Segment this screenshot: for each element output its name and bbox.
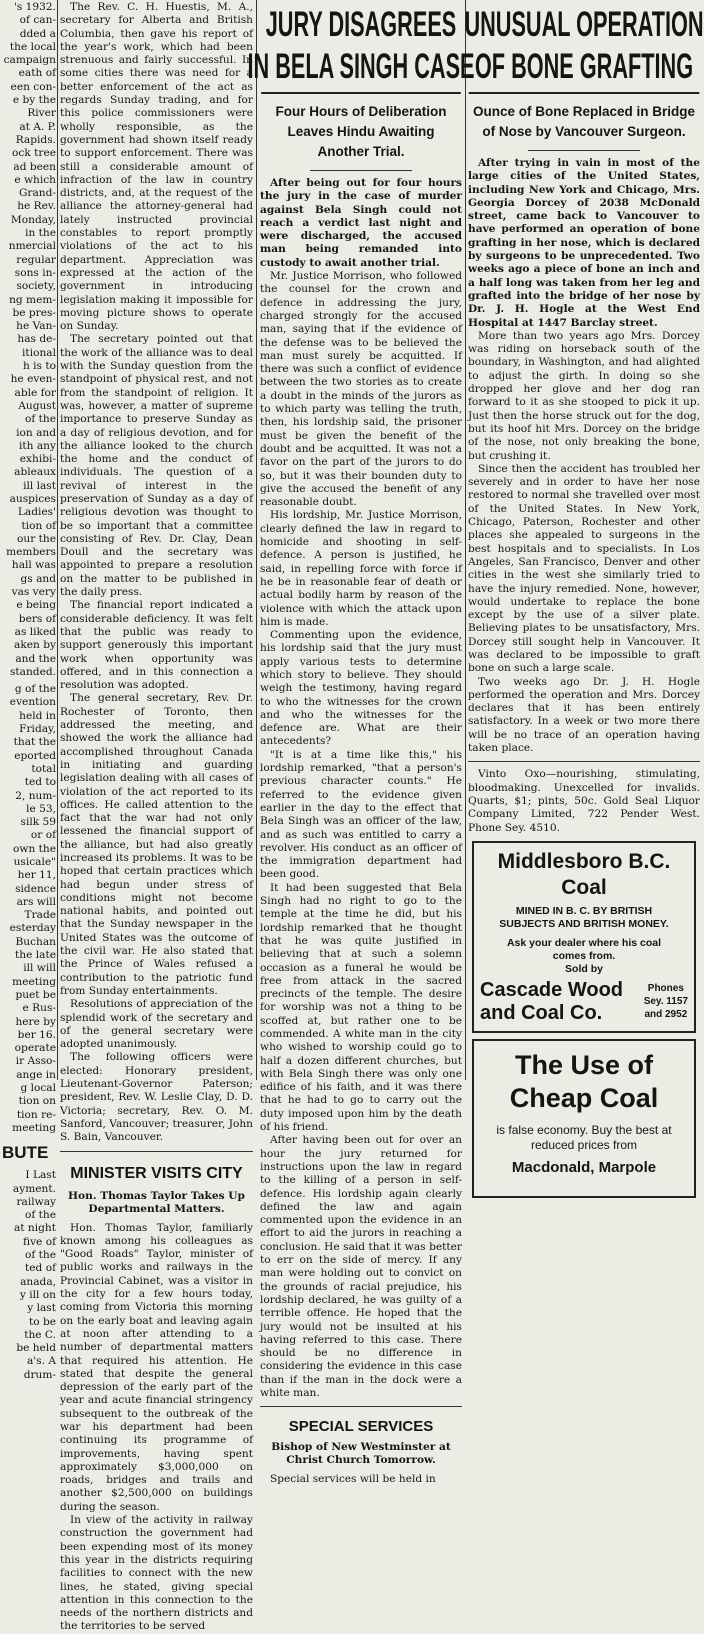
fragment-line: ad been xyxy=(13,160,56,173)
fragment-line: of the xyxy=(24,1249,56,1262)
fragment-line: h is to xyxy=(22,360,56,373)
fragment-line: esterday xyxy=(9,922,56,935)
divider xyxy=(60,1151,253,1152)
fragment-line: itional xyxy=(22,346,56,359)
fragment-line: g of the xyxy=(14,683,56,696)
vinto-ad-text: Vinto Oxo—nourishing, stimulating, bloodmaking. Unexcelled for invalids. Quarts, $1; pints, 50c. Gold Seal Liquor Company Limited, 722 Pender West. Phone Sey. 4510. xyxy=(468,768,700,834)
paragraph: The financial report indicated a considerable deficiency. It was felt that the public was ready to support generously this important work when opportunity was offered, and in this connection a resolution was adopted. xyxy=(60,599,253,692)
lede-paragraph: After trying in vain in most of the large cities of the United States, including New York and Chicago, Mrs. Georgia Dorcey of 2038 McDonald street, came back to Vancouver to have performed an operation of bone grafting in her nose, which is declared by surgeons to be unprecedented. Two weeks ago a piece of bone an inch and a half long was taken from her leg and grafted into the bridge of her nose by Dr. J. H. Hogle at the West End Hospital at 1447 Barclay street. xyxy=(468,157,700,329)
fragment-line: a's. A xyxy=(26,1355,56,1368)
fragment-line: Monday, xyxy=(10,213,56,226)
fragment-line: vas very xyxy=(11,586,56,599)
fragment-line: ableaux xyxy=(14,466,56,479)
paragraph: Mr. Justice Morrison, who followed the counsel for the crown and defence in addressing the jury, charged strongly for the accused man, saying that if the evidence of the defense was to be believed the man must surely be acquitted. If there was such a conflict of evidence between the two stories as to create a doubt in the minds of the jurors as to which party was telling the truth, then, his lordship said, the prisoner must be given the benefit of the doubt and be acquitted. It was not a favor on the part of the jurors to do so, but it was their bounden duty to give the accused the benefit of any reasonable doubt. xyxy=(260,270,462,509)
column-jury xyxy=(247,0,475,1486)
bone-subhead: Ounce of Bone Replaced in Bridge of Nose by Vancouver Surgeon. xyxy=(472,104,696,139)
column-rule xyxy=(57,0,58,1080)
fragment-line: ted of xyxy=(25,1262,56,1275)
paragraph: His lordship, Mr. Justice Morrison, clearly defined the law in regard to homicide and shooting in self-defence. A person is justified, he said, in repelling force with force if he be in reasonable fear of death or actual bodily harm by reason of the violence with which the attack upon him is made. xyxy=(260,509,462,628)
paragraph: The following officers were elected: Honorary president, Lieutenant-Governor Paterson; president, Rev. W. Leslie Clay, D. D. Victoria; secretary, Rev. O. M. Sanford, Vancouver; treasurer, John S. Bain, Vancouver. xyxy=(60,1051,253,1144)
fragment-line: here by xyxy=(15,1015,56,1028)
fragment-line: or of xyxy=(30,829,56,842)
fragment-line: that the xyxy=(13,736,56,749)
ad-phone: Sey. 1157 xyxy=(643,996,688,1008)
fragment-line: ted to xyxy=(24,776,56,789)
fragment-line: standed. xyxy=(9,665,56,678)
bone-article xyxy=(468,330,700,756)
banner-line: JURY DISAGREES xyxy=(265,5,457,44)
fragment-line: ber 16. xyxy=(17,1028,56,1041)
fragment-line: ock tree xyxy=(12,147,56,160)
fragment-line: e by the xyxy=(12,94,56,107)
fragment-line: aken by xyxy=(14,639,56,652)
fragment-headline-bute: BUTE xyxy=(2,1143,49,1163)
special-text: Special services will be held in xyxy=(270,1473,436,1486)
fragment-line: bers of xyxy=(18,612,56,625)
cheap-coal-ad xyxy=(472,1039,696,1198)
fragment-line: gs and xyxy=(20,572,56,585)
ad-phones-label: Phones xyxy=(647,983,684,995)
column-bone-grafting xyxy=(464,0,704,1176)
jury-banner-headline xyxy=(247,0,475,94)
fragment-line: e which xyxy=(14,173,56,186)
fragment-line: at A. P. xyxy=(19,120,56,133)
fragment-line: the local xyxy=(9,40,56,53)
lede-paragraph: After being out for four hours the jury in the case of murder against Bela Singh could not reach a verdict last night and were discharged, the accused man being remanded into custody to await another trial. xyxy=(260,177,462,269)
fragment-line: ill last xyxy=(23,479,56,492)
bone-banner-headline xyxy=(464,0,704,94)
divider xyxy=(310,170,412,171)
fragment-line: Grand- xyxy=(18,187,56,200)
fragment-line: the C. xyxy=(24,1328,56,1341)
ad-sold-by: Sold by xyxy=(565,962,603,975)
fragment-line: regular xyxy=(16,253,56,266)
fragment-line: he Rev. xyxy=(17,200,56,213)
fragment-line: le 53, xyxy=(26,802,56,815)
fragment-line: of the xyxy=(24,1209,56,1222)
fragment-line: our the xyxy=(17,532,56,545)
fragment-line: ith any xyxy=(19,439,56,452)
fragment-line: and the xyxy=(15,652,56,665)
minister-headline: MINISTER VISITS CITY xyxy=(70,1164,243,1182)
fragment-line: hall was xyxy=(11,559,56,572)
fragment-line: dded a xyxy=(19,27,56,40)
fragment-line: has de- xyxy=(17,333,56,346)
fragment-line: Rapids. xyxy=(15,133,56,146)
fragment-line: tion on xyxy=(18,1095,56,1108)
paragraph: It had been suggested that Bela Singh had no right to go to the temple at the time he did, but his lordship remarked that he thought that he was quite justified in believing that at such a solemn occasion as a funeral he would be free from attack in the sacred precincts of the temple. The desire for worship was not a thing to be scoffed at, but rather one to be commended. A white man in the city who wished to worship could go to half a dozen different churches, but with Bela Singh there was only one edifice of his faith, and it was there that he had to go to carry out the duty imposed upon him by the death of his friend. xyxy=(260,881,462,1134)
fragment-line: ir Asso- xyxy=(15,1055,56,1068)
fragment-line: held in xyxy=(19,709,56,722)
fragment-line: August xyxy=(18,399,56,412)
paragraph: More than two years ago Mrs. Dorcey was riding on horseback south of the boundary, in Washington, and had alighted to adjust the girth. In doing so she dropped her glove and her dog ran forward to it as she stooped to pick it up. Just then the horse struck out for the dog, but its hoof hit Mrs. Dorcey on the bridge of the nose, not only breaking the bone, but crushing it. xyxy=(468,329,700,462)
fragment-lines xyxy=(0,683,56,1135)
divider xyxy=(468,761,700,762)
fragment-line: anada, xyxy=(20,1275,56,1288)
fragment-line: of can- xyxy=(19,14,56,27)
column-left-fragment xyxy=(0,0,56,1381)
fragment-line: tion re- xyxy=(16,1108,56,1121)
fragment-line: ayment. xyxy=(12,1182,56,1195)
fragment-line: ars will xyxy=(16,895,56,908)
fragment-line: meeting xyxy=(12,975,56,988)
fragment-line: exhibi- xyxy=(19,453,56,466)
ad-line: MINED IN B. C. BY BRITISH SUBJECTS AND BRITISH MONEY. xyxy=(499,904,669,930)
fragment-line: 's 1932. xyxy=(13,1,56,13)
ad-line: Ask your dealer where his coal comes from. xyxy=(506,936,662,962)
fragment-line: ill will xyxy=(23,962,56,975)
middlesboro-coal-ad xyxy=(472,841,696,1033)
fragment-line: her 11, xyxy=(17,869,56,882)
fragment-line: he Van- xyxy=(16,320,56,333)
ad-company: Macdonald, Marpole xyxy=(511,1158,657,1176)
fragment-line: meeting xyxy=(12,1121,56,1134)
fragment-line: usicale" xyxy=(13,856,56,868)
fragment-lines xyxy=(0,1169,56,1382)
fragment-line: auspices xyxy=(9,492,56,505)
paragraph: The Rev. C. H. Huestis, M. A., secretary for Alberta and British Columbia, then gave his report of the year's work, which had been strenuous and fairly successful. In some cities there was need for a better enforcement of the act as regards Sunday trading, and for this police commissioners were wholly responsible, as the government had shown itself ready to support enforcement. There was still a considerable amount of infraction of the law in country districts, and, at the request of the alliance the attorney-general had lately instructed provincial constables to report promptly violations of the act to his department. Appreciation was expressed at the action of the government in introducing legislation making it impossible for moving picture shows to operate on Sunday. xyxy=(60,1,253,333)
fragment-line: of the xyxy=(24,413,56,426)
bone-lede xyxy=(468,157,700,330)
ad-company: Cascade Wood and Coal Co. xyxy=(480,978,623,1024)
ad-title: The Use of Cheap Coal xyxy=(509,1049,659,1113)
fragment-line: eported xyxy=(14,749,56,762)
fragment-line: eath of xyxy=(18,67,56,80)
fragment-line: g local xyxy=(20,1082,56,1095)
fragment-line: e being xyxy=(16,599,56,612)
paragraph: Resolutions of appreciation of the splendid work of the secretary and of the general secretary were adopted unanimously. xyxy=(60,998,253,1051)
paragraph: In view of the activity in railway construction the government had been expending most of its money this year in the districts requiring facilities to connect with the new lines, he stated, giving special attention in this connection to the needs of the northern districts and the territories to be served xyxy=(60,1514,253,1633)
fragment-line: railway xyxy=(16,1195,56,1208)
fragment-line: puet be xyxy=(15,988,56,1001)
fragment-line: in the xyxy=(25,227,56,240)
fragment-line: e Rus- xyxy=(22,1002,56,1015)
fragment-line: y last xyxy=(27,1302,56,1315)
column-rule xyxy=(465,0,466,1080)
paragraph: After having been out for over an hour the jury returned for instructions upon the law in regard to the killing of a person in self-defence. His lordship again clearly defined the law and again commented upon the evidence in an effort to aid the jurors in reaching a conclusion. He said that it was better to err on the side of mercy. If any man were holding out to convict on the grounds of racial prejudice, his lordship declared, he was guilty of a terrible offence. He hoped that the jury would not be insulted at his having referred to this case. There should be no difference in considering the evidence in this case than if the man in the dock were a white man. xyxy=(260,1134,462,1400)
fragment-line: society, xyxy=(16,280,56,293)
divider xyxy=(260,1406,462,1407)
minister-subhead: Hon. Thomas Taylor Takes Up Departmental Matters. xyxy=(68,1189,245,1215)
fragment-line: at night xyxy=(13,1222,56,1235)
jury-subhead: Four Hours of Deliberation Leaves Hindu Awaiting Another Trial. xyxy=(275,104,447,159)
fragment-line: nmercial xyxy=(8,240,56,253)
fragment-line: campaign xyxy=(3,54,56,67)
paragraph: Two weeks ago Dr. J. H. Hogle performed the operation and Mrs. Dorcey declares that it has been entirely satisfactory. In a week or two more there will be no trace of an operation having taken place. xyxy=(468,675,700,755)
fragment-line: ion and xyxy=(16,426,56,439)
fragment-line: Trade xyxy=(24,909,56,922)
fragment-line: sidence xyxy=(15,882,56,895)
fragment-line: be pres- xyxy=(12,306,56,319)
fragment-line: to be xyxy=(28,1315,56,1328)
column-alliance-minister xyxy=(60,0,253,1633)
fragment-line: operate xyxy=(14,1042,56,1055)
alliance-article xyxy=(60,0,253,1145)
paragraph: Commenting upon the evidence, his lordship said that the jury must apply various tests to determine which story to believe. They should weigh the testimony, having regard to who the witnesses for the crown and who the witnesses for the defence are. What are their antecedents? xyxy=(260,629,462,748)
special-headline: SPECIAL SERVICES xyxy=(288,1418,434,1436)
banner-line: IN BELA SINGH CASE xyxy=(247,47,475,86)
column-rule xyxy=(256,0,257,1080)
banner-line: OF BONE GRAFTING xyxy=(474,47,694,86)
fragment-line: members xyxy=(6,546,56,559)
fragment-line: be held xyxy=(16,1342,56,1355)
fragment-line: 2, num- xyxy=(15,789,56,802)
divider xyxy=(528,150,640,151)
paragraph: The general secretary, Rev. Dr. Rochester of Toronto, then addressed the meeting, and showed the work the alliance had accomplished throughout Canada in initiating and guarding legislation dealing with all cases of violation of the act reported to its offices. He called attention to the fact that the war had not only lessened the financial support of the alliance, but had also greatly increased its problems. It was to be hoped that certain practices which had begun under stress of conditions might not become national habits, and pointed out that the Sunday newspaper in the United States was the outcome of the civil war. He also stated that the Prince of Wales refused a contribution to the patriotic fund from Sunday entertainments. xyxy=(60,692,253,997)
fragment-line: drum- xyxy=(23,1368,56,1381)
fragment-line: silk 59 xyxy=(20,816,56,829)
fragment-line: y ill on xyxy=(19,1288,56,1301)
jury-lede xyxy=(260,177,462,270)
fragment-line: total xyxy=(31,762,56,775)
jury-article xyxy=(260,270,462,1400)
fragment-line: the late xyxy=(15,949,56,962)
paragraph: Hon. Thomas Taylor, familiarly known among his colleagues as "Good Roads" Taylor, minister of public works and railways in the Provincial Cabinet, was a visitor in the city for a few hours today, coming from Victoria this morning on the early boat and leaving again at noon after attending to a number of departmental matters that required his attention. He stated that despite the general depression of the early part of the year and acute financial stringency subsequent to the outbreak of the war his department had been continuing its programme of improvements, having spent approximately $3,000,000 on roads, bridges and trails and another $2,500,000 on buildings during the season. xyxy=(60,1221,253,1513)
paragraph: "It is at a time like this," his lordship remarked, "that a person's previous character counts." He referred to the evidence given earlier in the day to the effect that Bela Singh was an officer of the law, and as such was entitled to carry a revolver. His conduct as an officer of the immigration department had been good. xyxy=(260,748,462,881)
fragment-line: as liked xyxy=(14,625,56,638)
fragment-line: own the xyxy=(13,842,56,855)
fragment-line: Ladies' xyxy=(17,506,56,519)
ad-title: Middlesboro B.C. Coal xyxy=(497,849,671,899)
fragment-line: tion of xyxy=(21,519,56,532)
fragment-line: ange in xyxy=(16,1068,56,1081)
paragraph: Since then the accident has troubled her severely and in order to have her nose restored to normal she travelled over most of the United States. In New York, Chicago, Paterson, Rochester and other places she appealed to surgeons in the best hospitals and to specialists. In Los Angeles, San Francisco, Denver and other cities in the west she similarly tried to have the injury remedied. None, however, would undertake to replace the bone except by the use of a silver plate. Believing plates to be unsatisfactory, Mrs. Dorcey still sought help in Vancouver. It was declared to be impossible to graft bone on such a large scale. xyxy=(468,462,700,675)
fragment-line: five of xyxy=(23,1235,56,1248)
fragment-line: Friday, xyxy=(19,723,56,736)
ad-line: is false economy. Buy the best at reduced prices from xyxy=(496,1122,672,1152)
fragment-line: he even- xyxy=(10,373,56,386)
fragment-line: ng mem- xyxy=(9,293,56,306)
fragment-line: River xyxy=(27,107,56,120)
fragment-line: able for xyxy=(14,386,56,399)
banner-line: UNUSUAL OPERATION xyxy=(464,5,704,44)
fragment-line: een con- xyxy=(10,80,56,93)
ad-phone: and 2952 xyxy=(644,1009,688,1021)
paragraph: The secretary pointed out that the work of the alliance was to deal with the Sunday question from the standpoint of physical rest, and not from the standpoint of religion. It was, however, a matter of supreme importance to preserve Sunday as a day of religious devotion, and for the alliance looked to the church the home and the conduct of individuals. The question of a revival of interest in the preservation of Sunday as a day of religious devotion was thought to be so important that a committee consisting of Rev. Dr. Clay, Dean Doull and the secretary was appointed to prepare a resolution on the matter to be published in the daily press. xyxy=(60,333,253,599)
fragment-lines xyxy=(0,0,56,679)
fragment-line: evention xyxy=(9,696,56,709)
fragment-line: sons in- xyxy=(14,266,56,279)
fragment-line: I Last xyxy=(25,1169,56,1182)
special-subhead: Bishop of New Westminster at Christ Church Tomorrow. xyxy=(271,1441,451,1467)
fragment-line: Buchan xyxy=(15,935,56,948)
minister-article xyxy=(60,1222,253,1634)
